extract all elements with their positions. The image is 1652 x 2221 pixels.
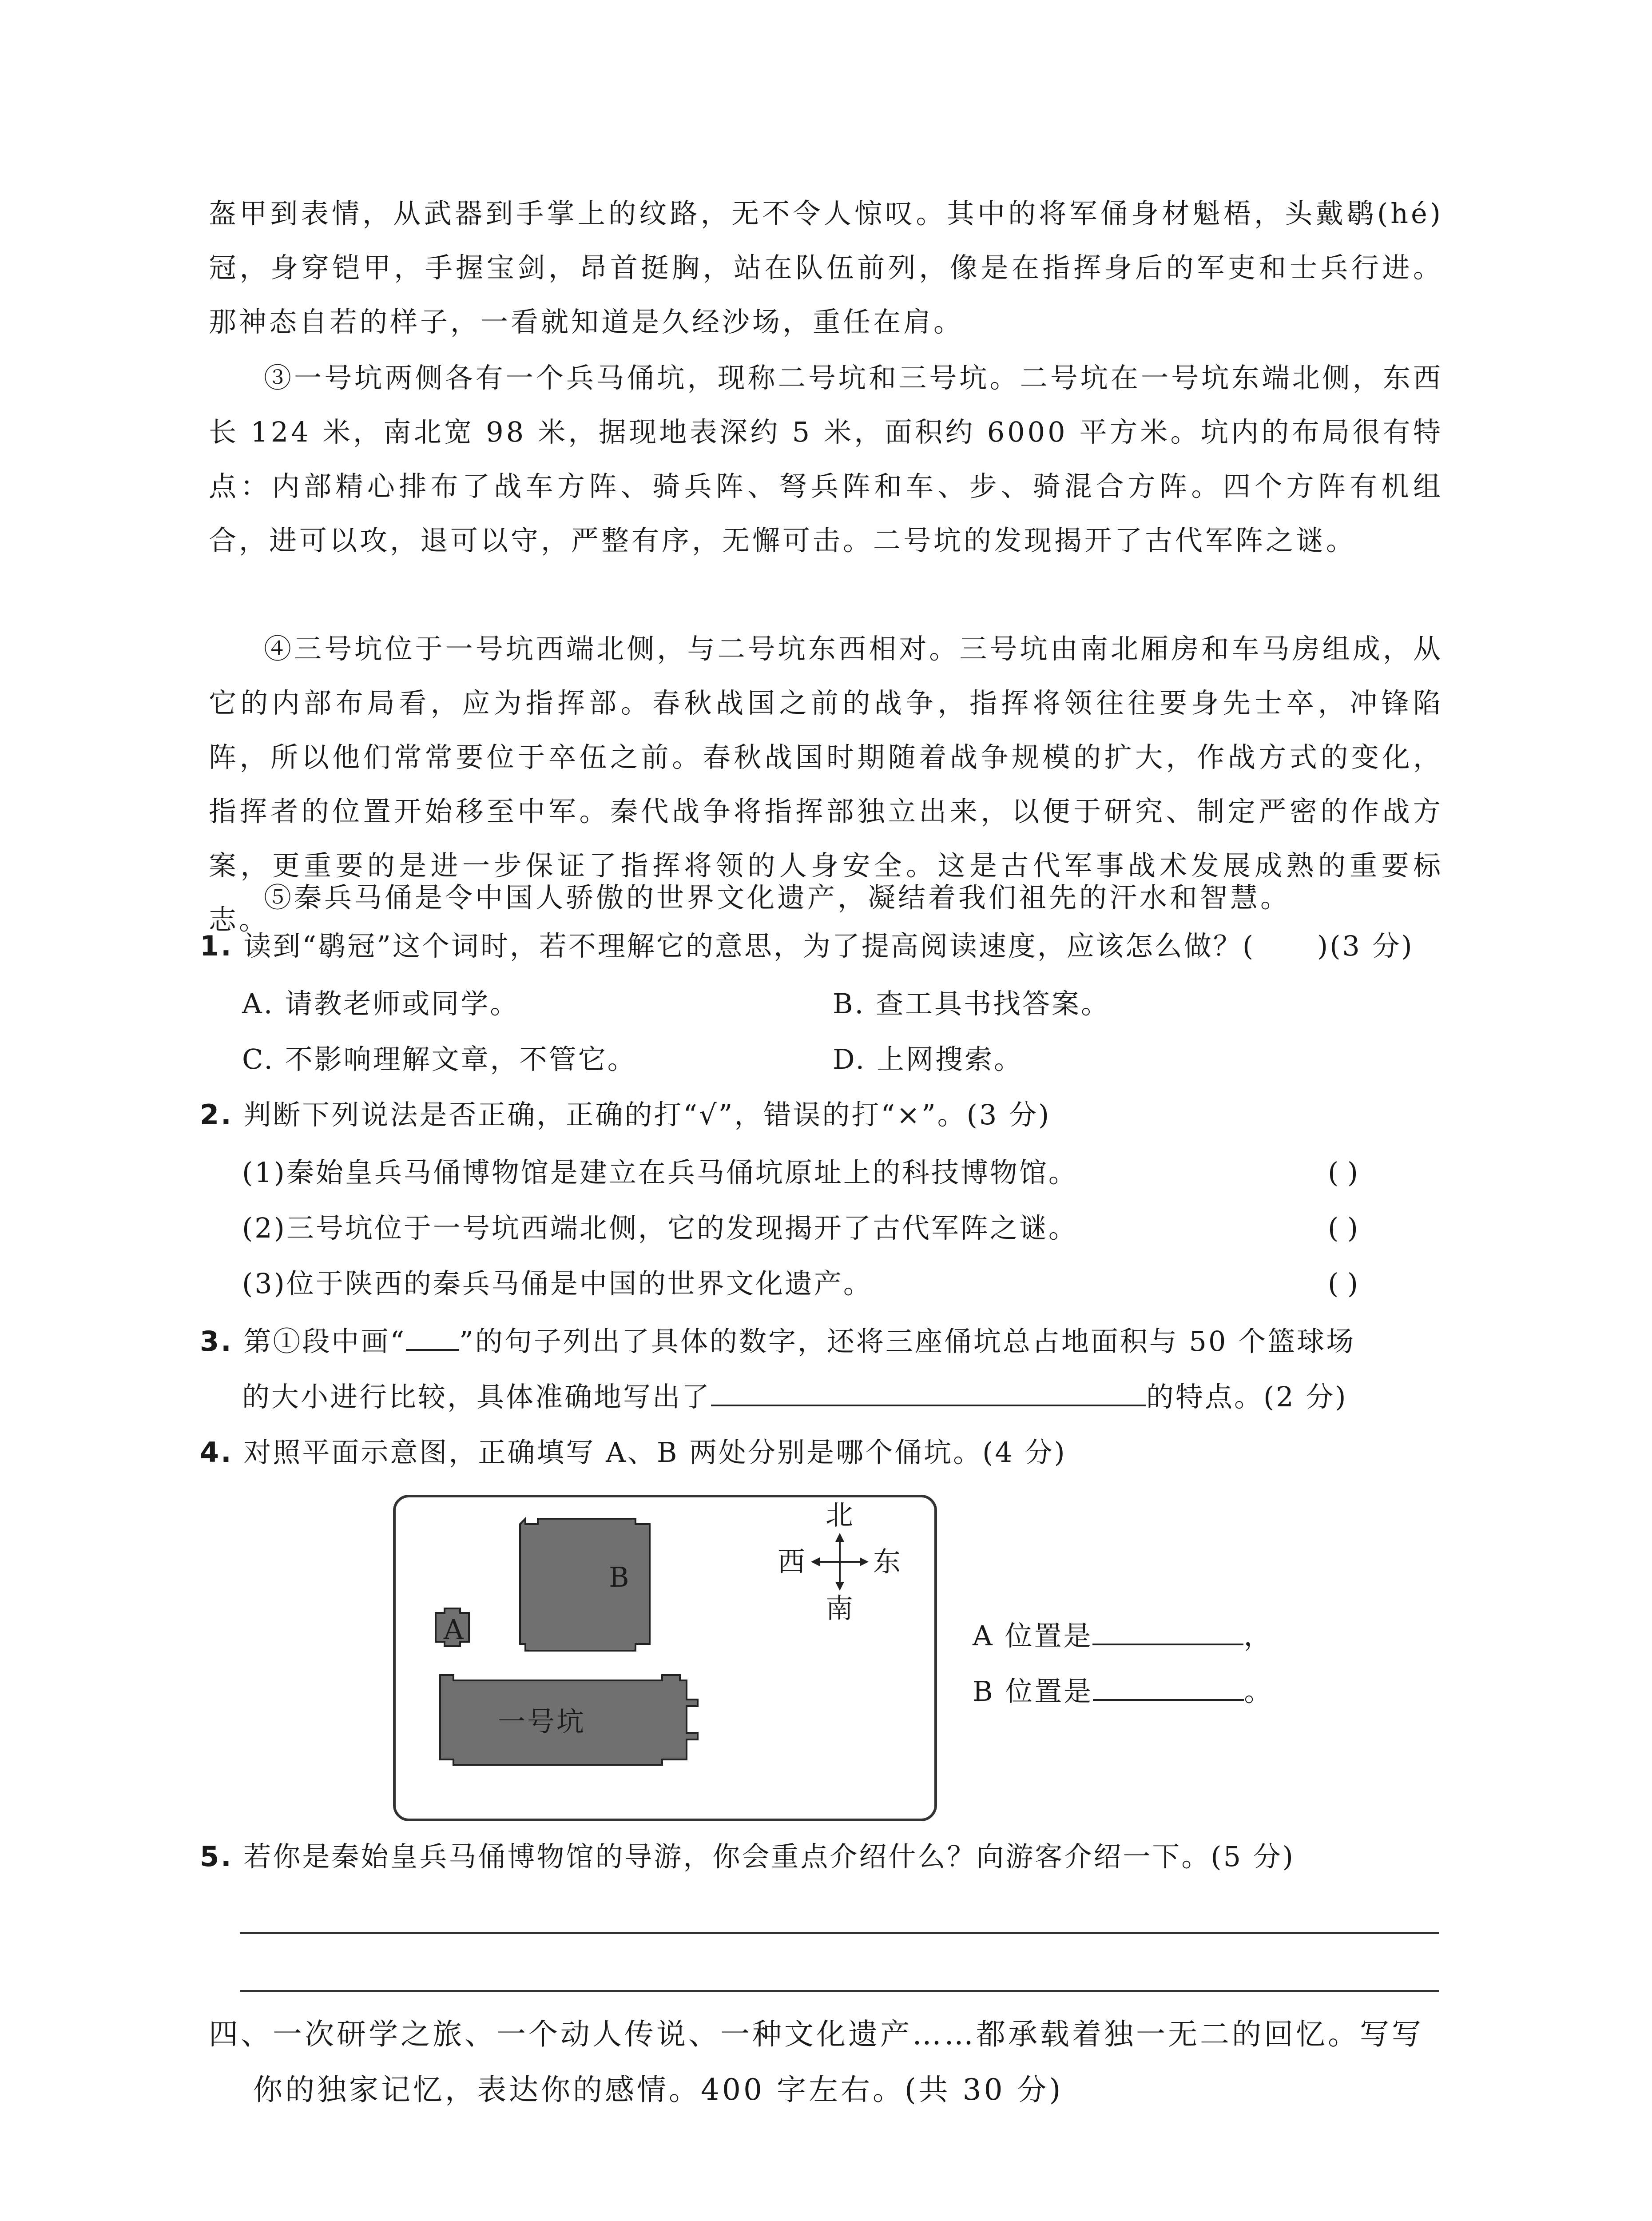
pit-b-label: B <box>609 1561 631 1593</box>
option-c: C. 不影响理解文章，不管它。 <box>242 1043 637 1075</box>
section-4-prompt-line-1: 四、一次研学之旅、一个动人传说、一种文化遗产……都承载着独一无二的回忆。写写 <box>209 2017 1424 2051</box>
question-2 <box>200 1093 1051 1137</box>
judgement-answer-1[interactable]: ( ) <box>1328 1156 1358 1189</box>
question-number: 2. <box>200 1099 233 1131</box>
judgement-answer-3[interactable]: ( ) <box>1328 1267 1358 1300</box>
map-drawing <box>396 1497 934 1819</box>
fill-b-row <box>973 1672 1273 1709</box>
passage-paragraph-5: ⑤秦兵马俑是令中国人骄傲的世界文化遗产，凝结着我们祖先的汗水和智慧。 <box>264 881 1291 914</box>
arrow-south <box>835 1582 844 1591</box>
question-text: ”的句子列出了具体的数字，还将三座俑坑总占地面积与 50 个篮球场 <box>459 1325 1356 1357</box>
pit-1-label: 一号坑 <box>498 1705 586 1738</box>
passage-paragraph-continued: 盔甲到表情，从武器到手掌上的纹路，无不令人惊叹。其中的将军俑身材魁梧，头戴鹖(hé)冠，身穿铠甲，手握宝剑，昂首挺胸，站在队伍前列，像是在指挥身后的军吏和士兵行进。那神态自若的样子，一看就知道是久经沙场，重任在肩。 <box>209 197 1443 338</box>
question-5 <box>200 1835 1295 1879</box>
arrow-north <box>835 1533 844 1542</box>
judgement-item-2: (2)三号坑位于一号坑西端北侧，它的发现揭开了古代军阵之谜。 <box>242 1212 1078 1244</box>
question-text: 的大小进行比较，具体准确地写出了 <box>242 1381 711 1413</box>
fill-a-end: ， <box>1243 1620 1273 1652</box>
fill-b-end: 。 <box>1244 1675 1274 1708</box>
question-number: 3. <box>200 1325 233 1357</box>
compass-east: 东 <box>873 1545 903 1578</box>
compass-north: 北 <box>826 1499 855 1531</box>
question-4 <box>200 1430 1067 1475</box>
passage-paragraph-4: ④三号坑位于一号坑西端北侧，与二号坑东西相对。三号坑由南北厢房和车马房组成，从它的内部布局看，应为指挥部。春秋战国之前的战争，指挥将领往往要身先士卒，冲锋陷阵，所以他们常常要位于卒伍之前。春秋战国时期随着战争规模的扩大，作战方式的变化，指挥者的位置开始移至中军。秦代战争将指挥部独立出来，以便于研究、制定严密的作战方案，更重要的是进一步保证了指挥将领的人身安全。这是古代军事战术发展成熟的重要标志。 <box>209 633 1443 936</box>
question-text: 对照平面示意图，正确填写 A、B 两处分别是哪个俑坑。(4 分) <box>243 1436 1067 1469</box>
arrow-west <box>811 1557 820 1566</box>
judgement-item-3: (3)位于陕西的秦兵马俑是中国的世界文化遗产。 <box>242 1267 873 1300</box>
section-4-prompt-line-2: 你的独家记忆，表达你的感情。400 字左右。(共 30 分) <box>253 2073 1064 2107</box>
question-1 <box>200 924 1414 968</box>
question-text: 若你是秦始皇兵马俑博物馆的导游，你会重点介绍什么？向游客介绍一下。(5 分) <box>243 1840 1295 1873</box>
question-number: 5. <box>200 1840 233 1873</box>
question-text: 判断下列说法是否正确，正确的打“√”，错误的打“×”。(3 分) <box>243 1099 1051 1131</box>
question-number: 1. <box>200 930 233 962</box>
fill-a-label: A 位置是 <box>973 1620 1093 1652</box>
arrow-east <box>860 1557 869 1566</box>
passage-paragraph-3: ③一号坑两侧各有一个兵马俑坑，现称二号坑和三号坑。二号坑在一号坑东端北侧，东西长 124 米，南北宽 98 米，据现地表深约 5 米，面积约 6000 平方米。坑内的布局很有特点：内部精心排布了战车方阵、骑兵阵、弩兵阵和车、步、骑混合方阵。四个方阵有机组合，进可以攻，退可以守，严整有序，无懈可击。二号坑的发现揭开了古代军阵之谜。 <box>209 362 1443 557</box>
compass-south: 南 <box>826 1592 855 1624</box>
compass-west: 西 <box>778 1545 807 1578</box>
judgement-item-1: (1)秦始皇兵马俑博物馆是建立在兵马俑坑原址上的科技博物馆。 <box>242 1156 1078 1189</box>
pit-a-label: A <box>444 1613 465 1646</box>
fill-b-label: B 位置是 <box>973 1675 1093 1708</box>
question-score: )(3 分) <box>1317 930 1414 962</box>
answer-blank[interactable] <box>406 1322 459 1351</box>
answer-blank[interactable] <box>711 1378 1146 1406</box>
question-3-line-2 <box>242 1375 1348 1419</box>
option-d: D. 上网搜索。 <box>833 1043 1023 1075</box>
judgement-answer-2[interactable]: ( ) <box>1328 1212 1358 1244</box>
answer-line-1[interactable] <box>240 1932 1439 1934</box>
pit-layout-map <box>393 1495 937 1821</box>
question-number: 4. <box>200 1436 233 1469</box>
question-text: 的特点。(2 分) <box>1146 1381 1348 1413</box>
fill-b-blank[interactable] <box>1093 1672 1244 1701</box>
question-3 <box>200 1319 1355 1364</box>
option-b: B. 查工具书找答案。 <box>833 987 1110 1020</box>
answer-line-2[interactable] <box>240 1990 1439 1992</box>
fill-a-row <box>973 1617 1273 1654</box>
fill-a-blank[interactable] <box>1092 1617 1243 1645</box>
question-text: 读到“鹖冠”这个词时，若不理解它的意思，为了提高阅读速度，应该怎么做？( <box>243 930 1255 962</box>
question-text: 第①段中画“ <box>243 1325 406 1357</box>
option-a: A. 请教老师或同学。 <box>242 987 520 1020</box>
